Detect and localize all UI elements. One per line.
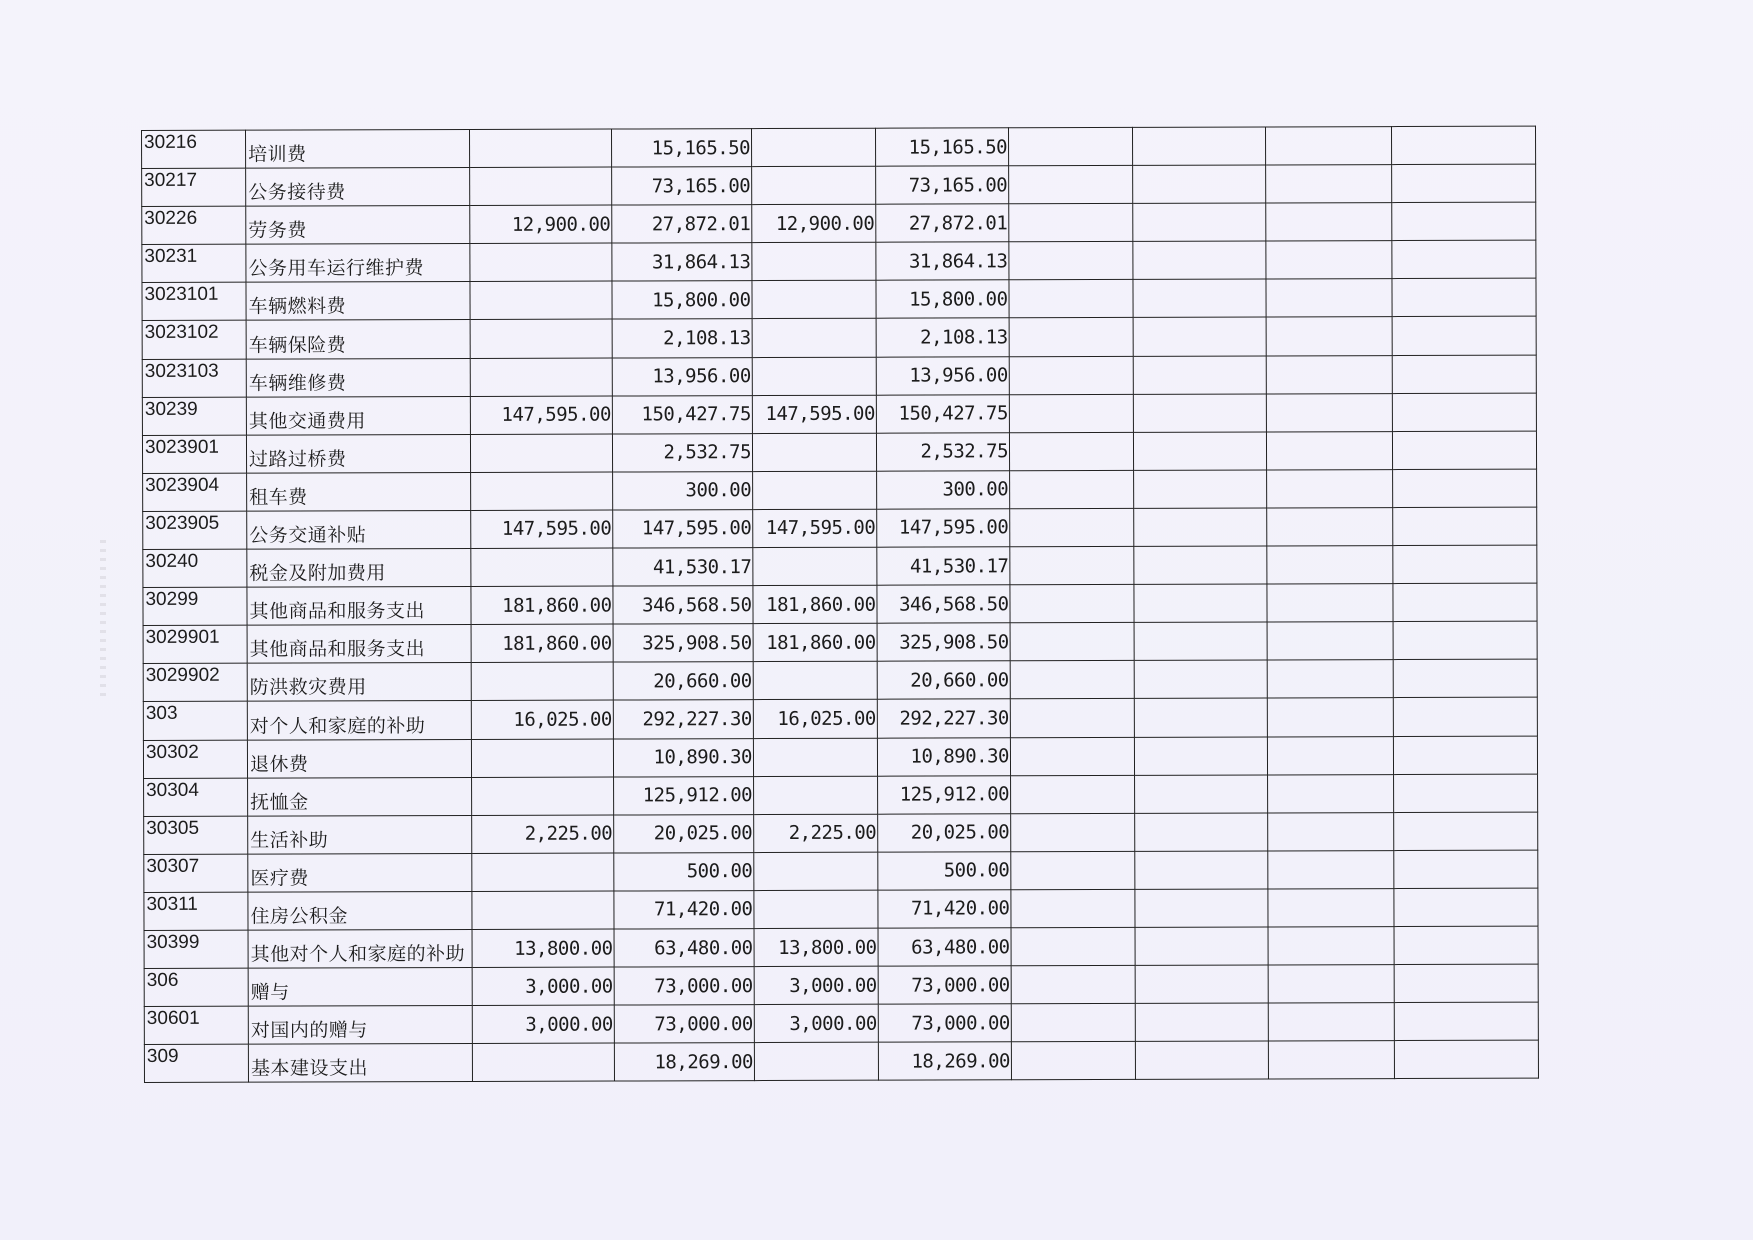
table-row bbox=[144, 888, 1538, 930]
amount-cell-1 bbox=[470, 434, 612, 473]
empty-cell-7 bbox=[1266, 165, 1392, 203]
account-code-cell: 303 bbox=[143, 702, 247, 740]
table-row bbox=[142, 355, 1536, 397]
empty-cell-7 bbox=[1268, 812, 1394, 850]
empty-cell-6 bbox=[1135, 1041, 1268, 1080]
account-name-cell: 培训费 bbox=[246, 129, 470, 168]
amount-cell-3 bbox=[752, 166, 876, 204]
empty-cell-5 bbox=[1010, 699, 1134, 737]
amount-cell-2: 20,025.00 bbox=[614, 814, 754, 853]
amount-cell-2: 15,800.00 bbox=[612, 281, 752, 320]
table-row bbox=[142, 431, 1536, 473]
amount-cell-3 bbox=[753, 738, 877, 776]
account-code-cell: 30305 bbox=[144, 816, 248, 854]
amount-cell-1 bbox=[472, 777, 614, 816]
empty-cell-8 bbox=[1392, 317, 1536, 356]
account-code-cell: 30216 bbox=[142, 130, 246, 168]
account-code-cell: 30304 bbox=[144, 778, 248, 816]
empty-cell-6 bbox=[1135, 775, 1268, 814]
empty-cell-5 bbox=[1009, 242, 1133, 280]
empty-cell-5 bbox=[1010, 585, 1134, 623]
account-code-cell: 30217 bbox=[142, 168, 246, 206]
empty-cell-8 bbox=[1394, 1002, 1538, 1041]
empty-cell-6 bbox=[1133, 203, 1266, 242]
empty-cell-8 bbox=[1392, 431, 1536, 470]
empty-cell-6 bbox=[1135, 965, 1268, 1004]
amount-cell-4: 2,532.75 bbox=[876, 433, 1009, 472]
amount-cell-1: 13,800.00 bbox=[472, 929, 614, 968]
amount-cell-2: 500.00 bbox=[614, 852, 754, 891]
amount-cell-3: 13,800.00 bbox=[754, 928, 878, 966]
account-code-cell: 3023103 bbox=[142, 359, 246, 397]
account-name-cell: 车辆保险费 bbox=[246, 320, 470, 359]
empty-cell-6 bbox=[1135, 927, 1268, 966]
amount-cell-4: 18,269.00 bbox=[878, 1042, 1011, 1081]
account-code-cell: 30302 bbox=[143, 740, 247, 778]
account-name-cell: 车辆维修费 bbox=[246, 358, 470, 397]
amount-cell-4: 20,660.00 bbox=[877, 661, 1010, 700]
table-row bbox=[143, 621, 1537, 663]
amount-cell-3 bbox=[752, 433, 876, 471]
empty-cell-5 bbox=[1010, 737, 1134, 775]
account-name-cell: 劳务费 bbox=[246, 206, 470, 245]
empty-cell-8 bbox=[1393, 507, 1537, 546]
empty-cell-7 bbox=[1267, 698, 1393, 736]
amount-cell-1 bbox=[471, 472, 613, 511]
table-row bbox=[143, 698, 1537, 740]
empty-cell-5 bbox=[1011, 813, 1135, 851]
account-name-cell: 其他商品和服务支出 bbox=[247, 625, 471, 664]
amount-cell-3 bbox=[752, 281, 876, 319]
account-code-cell: 3023901 bbox=[142, 435, 246, 473]
amount-cell-1 bbox=[471, 548, 613, 587]
amount-cell-2: 13,956.00 bbox=[612, 357, 752, 396]
account-code-cell: 30226 bbox=[142, 206, 246, 244]
account-code-cell: 3023905 bbox=[143, 511, 247, 549]
amount-cell-2: 20,660.00 bbox=[613, 662, 753, 701]
empty-cell-5 bbox=[1011, 1004, 1135, 1042]
amount-cell-3 bbox=[754, 890, 878, 928]
amount-cell-2: 325,908.50 bbox=[613, 624, 753, 663]
empty-cell-8 bbox=[1392, 202, 1536, 241]
empty-cell-5 bbox=[1011, 775, 1135, 813]
amount-cell-1: 3,000.00 bbox=[472, 1005, 614, 1044]
empty-cell-7 bbox=[1268, 888, 1394, 926]
amount-cell-1 bbox=[470, 319, 612, 358]
amount-cell-4: 63,480.00 bbox=[878, 928, 1011, 967]
table-row bbox=[144, 774, 1538, 816]
empty-cell-6 bbox=[1134, 736, 1267, 775]
amount-cell-2: 15,165.50 bbox=[611, 129, 751, 168]
empty-cell-6 bbox=[1134, 508, 1267, 547]
amount-cell-3: 2,225.00 bbox=[754, 814, 878, 852]
amount-cell-3 bbox=[754, 1042, 878, 1080]
account-code-cell: 3023102 bbox=[142, 321, 246, 359]
amount-cell-4: 31,864.13 bbox=[876, 242, 1009, 281]
amount-cell-4: 20,025.00 bbox=[878, 813, 1011, 852]
amount-cell-4: 41,530.17 bbox=[877, 547, 1010, 586]
amount-cell-3: 12,900.00 bbox=[752, 204, 876, 242]
amount-cell-4: 500.00 bbox=[878, 852, 1011, 891]
amount-cell-2: 2,108.13 bbox=[612, 319, 752, 358]
account-name-cell: 赠与 bbox=[248, 968, 472, 1007]
amount-cell-2: 71,420.00 bbox=[614, 890, 754, 929]
empty-cell-6 bbox=[1135, 889, 1268, 928]
empty-cell-6 bbox=[1135, 813, 1268, 852]
table-row bbox=[143, 507, 1537, 549]
table-row bbox=[144, 1040, 1538, 1082]
amount-cell-2: 346,568.50 bbox=[613, 586, 753, 625]
empty-cell-8 bbox=[1393, 698, 1537, 737]
amount-cell-2: 147,595.00 bbox=[613, 510, 753, 549]
account-code-cell: 30239 bbox=[142, 397, 246, 435]
amount-cell-3 bbox=[753, 662, 877, 700]
empty-cell-5 bbox=[1011, 851, 1135, 889]
table-row bbox=[142, 202, 1536, 244]
table-row bbox=[143, 736, 1537, 778]
amount-cell-4: 147,595.00 bbox=[877, 509, 1010, 548]
amount-cell-4: 125,912.00 bbox=[878, 775, 1011, 814]
empty-cell-6 bbox=[1134, 698, 1267, 737]
empty-cell-5 bbox=[1009, 432, 1133, 470]
empty-cell-8 bbox=[1393, 469, 1537, 508]
empty-cell-5 bbox=[1011, 1042, 1135, 1080]
amount-cell-1 bbox=[471, 662, 613, 701]
account-name-cell: 对个人和家庭的补助 bbox=[247, 701, 471, 740]
empty-cell-5 bbox=[1009, 318, 1133, 356]
empty-cell-7 bbox=[1268, 1003, 1394, 1041]
amount-cell-1: 12,900.00 bbox=[470, 205, 612, 244]
expenditure-table bbox=[141, 126, 1539, 1084]
account-code-cell: 306 bbox=[144, 968, 248, 1006]
account-code-cell: 3029902 bbox=[143, 663, 247, 701]
empty-cell-8 bbox=[1394, 888, 1538, 927]
empty-cell-7 bbox=[1267, 469, 1393, 507]
account-name-cell: 住房公积金 bbox=[248, 891, 472, 930]
amount-cell-2: 63,480.00 bbox=[614, 929, 754, 968]
account-name-cell: 公务接待费 bbox=[246, 168, 470, 207]
empty-cell-7 bbox=[1267, 508, 1393, 546]
table-row bbox=[144, 1002, 1538, 1044]
empty-cell-7 bbox=[1268, 1041, 1394, 1079]
empty-cell-6 bbox=[1134, 470, 1267, 509]
table-row bbox=[144, 964, 1538, 1006]
account-code-cell: 309 bbox=[144, 1044, 248, 1082]
amount-cell-1: 2,225.00 bbox=[472, 815, 614, 854]
amount-cell-3: 181,860.00 bbox=[753, 623, 877, 661]
table-row bbox=[142, 278, 1536, 320]
table-row bbox=[144, 812, 1538, 854]
account-name-cell: 其他对个人和家庭的补助 bbox=[248, 929, 472, 968]
amount-cell-2: 41,530.17 bbox=[613, 548, 753, 587]
empty-cell-8 bbox=[1393, 621, 1537, 660]
empty-cell-6 bbox=[1135, 1003, 1268, 1042]
amount-cell-4: 346,568.50 bbox=[877, 585, 1010, 624]
table-row bbox=[143, 545, 1537, 587]
amount-cell-4: 325,908.50 bbox=[877, 623, 1010, 662]
amount-cell-2: 300.00 bbox=[613, 471, 753, 510]
amount-cell-2: 150,427.75 bbox=[612, 395, 752, 434]
amount-cell-2: 18,269.00 bbox=[614, 1043, 754, 1082]
amount-cell-3 bbox=[753, 547, 877, 585]
account-code-cell: 30307 bbox=[144, 854, 248, 892]
amount-cell-3 bbox=[752, 357, 876, 395]
table-row bbox=[143, 469, 1537, 511]
table-row bbox=[142, 164, 1536, 206]
amount-cell-1 bbox=[472, 853, 614, 892]
empty-cell-6 bbox=[1132, 127, 1265, 166]
account-name-cell: 医疗费 bbox=[248, 853, 472, 892]
empty-cell-6 bbox=[1134, 584, 1267, 623]
empty-cell-7 bbox=[1266, 279, 1392, 317]
empty-cell-8 bbox=[1392, 355, 1536, 394]
empty-cell-5 bbox=[1009, 280, 1133, 318]
amount-cell-3: 3,000.00 bbox=[754, 1004, 878, 1042]
account-code-cell: 30240 bbox=[143, 549, 247, 587]
empty-cell-7 bbox=[1266, 393, 1392, 431]
empty-cell-7 bbox=[1267, 736, 1393, 774]
empty-cell-6 bbox=[1135, 851, 1268, 890]
empty-cell-8 bbox=[1391, 126, 1535, 165]
empty-cell-6 bbox=[1133, 356, 1266, 395]
amount-cell-1: 147,595.00 bbox=[471, 510, 613, 549]
empty-cell-7 bbox=[1268, 965, 1394, 1003]
empty-cell-7 bbox=[1267, 622, 1393, 660]
account-code-cell: 30231 bbox=[142, 244, 246, 282]
empty-cell-8 bbox=[1393, 583, 1537, 622]
amount-cell-4: 10,890.30 bbox=[877, 737, 1010, 776]
empty-cell-6 bbox=[1133, 241, 1266, 280]
amount-cell-3 bbox=[754, 776, 878, 814]
amount-cell-3 bbox=[752, 242, 876, 280]
empty-cell-7 bbox=[1266, 203, 1392, 241]
scan-artifact bbox=[100, 540, 106, 700]
amount-cell-1 bbox=[470, 358, 612, 397]
empty-cell-5 bbox=[1011, 889, 1135, 927]
empty-cell-8 bbox=[1393, 659, 1537, 698]
empty-cell-5 bbox=[1008, 127, 1132, 165]
empty-cell-6 bbox=[1134, 660, 1267, 699]
amount-cell-1: 3,000.00 bbox=[472, 967, 614, 1006]
amount-cell-3: 3,000.00 bbox=[754, 966, 878, 1004]
table-row bbox=[144, 926, 1538, 968]
amount-cell-1: 181,860.00 bbox=[471, 624, 613, 663]
empty-cell-5 bbox=[1009, 204, 1133, 242]
amount-cell-3 bbox=[753, 471, 877, 509]
empty-cell-7 bbox=[1268, 774, 1394, 812]
amount-cell-1 bbox=[470, 167, 612, 206]
amount-cell-4: 73,000.00 bbox=[878, 966, 1011, 1005]
account-name-cell: 其他交通费用 bbox=[246, 396, 470, 435]
empty-cell-8 bbox=[1393, 545, 1537, 584]
empty-cell-6 bbox=[1134, 622, 1267, 661]
amount-cell-4: 27,872.01 bbox=[876, 204, 1009, 243]
account-name-cell: 车辆燃料费 bbox=[246, 282, 470, 321]
amount-cell-4: 15,165.50 bbox=[875, 128, 1008, 167]
empty-cell-5 bbox=[1010, 623, 1134, 661]
amount-cell-2: 73,165.00 bbox=[612, 167, 752, 206]
empty-cell-7 bbox=[1267, 660, 1393, 698]
empty-cell-5 bbox=[1009, 356, 1133, 394]
empty-cell-7 bbox=[1266, 241, 1392, 279]
empty-cell-7 bbox=[1265, 127, 1391, 165]
account-name-cell: 抚恤金 bbox=[248, 777, 472, 816]
amount-cell-2: 73,000.00 bbox=[614, 1005, 754, 1044]
amount-cell-4: 73,165.00 bbox=[876, 166, 1009, 205]
empty-cell-7 bbox=[1268, 850, 1394, 888]
table-row bbox=[142, 317, 1536, 359]
empty-cell-7 bbox=[1266, 431, 1392, 469]
amount-cell-1 bbox=[469, 129, 611, 168]
account-name-cell: 过路过桥费 bbox=[246, 434, 470, 473]
empty-cell-6 bbox=[1134, 546, 1267, 585]
amount-cell-4: 292,227.30 bbox=[877, 699, 1010, 738]
empty-cell-5 bbox=[1009, 165, 1133, 203]
empty-cell-8 bbox=[1394, 1040, 1538, 1079]
amount-cell-2: 10,890.30 bbox=[613, 738, 753, 777]
account-name-cell: 退休费 bbox=[247, 739, 471, 778]
empty-cell-8 bbox=[1392, 278, 1536, 317]
amount-cell-3 bbox=[751, 128, 875, 166]
account-name-cell: 租车费 bbox=[247, 472, 471, 511]
empty-cell-8 bbox=[1392, 164, 1536, 203]
empty-cell-8 bbox=[1394, 964, 1538, 1003]
account-name-cell: 税金及附加费用 bbox=[247, 548, 471, 587]
table-row bbox=[142, 240, 1536, 282]
amount-cell-1 bbox=[470, 243, 612, 282]
amount-cell-1 bbox=[472, 1043, 614, 1082]
empty-cell-8 bbox=[1393, 736, 1537, 775]
empty-cell-6 bbox=[1133, 394, 1266, 433]
account-code-cell: 3023101 bbox=[142, 283, 246, 321]
table-row bbox=[142, 126, 1536, 168]
empty-cell-7 bbox=[1266, 317, 1392, 355]
empty-cell-5 bbox=[1010, 661, 1134, 699]
amount-cell-1 bbox=[471, 739, 613, 778]
amount-cell-4: 300.00 bbox=[877, 471, 1010, 510]
empty-cell-7 bbox=[1268, 927, 1394, 965]
amount-cell-4: 71,420.00 bbox=[878, 890, 1011, 929]
amount-cell-1 bbox=[472, 891, 614, 930]
amount-cell-4: 73,000.00 bbox=[878, 1004, 1011, 1043]
empty-cell-5 bbox=[1010, 508, 1134, 546]
amount-cell-3 bbox=[752, 319, 876, 357]
account-code-cell: 3023904 bbox=[143, 473, 247, 511]
account-name-cell: 公务交通补贴 bbox=[247, 510, 471, 549]
account-name-cell: 生活补助 bbox=[248, 815, 472, 854]
empty-cell-5 bbox=[1011, 965, 1135, 1003]
empty-cell-6 bbox=[1133, 279, 1266, 318]
amount-cell-1: 181,860.00 bbox=[471, 586, 613, 625]
account-code-cell: 30601 bbox=[144, 1006, 248, 1044]
empty-cell-8 bbox=[1392, 240, 1536, 279]
empty-cell-6 bbox=[1133, 317, 1266, 356]
empty-cell-5 bbox=[1010, 546, 1134, 584]
empty-cell-6 bbox=[1133, 165, 1266, 204]
empty-cell-7 bbox=[1266, 355, 1392, 393]
empty-cell-5 bbox=[1010, 470, 1134, 508]
table-row bbox=[142, 393, 1536, 435]
amount-cell-1 bbox=[470, 281, 612, 320]
amount-cell-3: 181,860.00 bbox=[753, 585, 877, 623]
table-row bbox=[143, 583, 1537, 625]
amount-cell-4: 2,108.13 bbox=[876, 318, 1009, 357]
account-name-cell: 对国内的赠与 bbox=[248, 1006, 472, 1045]
amount-cell-3: 147,595.00 bbox=[753, 509, 877, 547]
account-name-cell: 防洪救灾费用 bbox=[247, 663, 471, 702]
account-name-cell: 公务用车运行维护费 bbox=[246, 244, 470, 283]
amount-cell-2: 73,000.00 bbox=[614, 967, 754, 1006]
amount-cell-4: 15,800.00 bbox=[876, 280, 1009, 319]
empty-cell-5 bbox=[1011, 927, 1135, 965]
amount-cell-1: 147,595.00 bbox=[470, 396, 612, 435]
amount-cell-3 bbox=[754, 852, 878, 890]
empty-cell-8 bbox=[1394, 774, 1538, 813]
empty-cell-5 bbox=[1009, 394, 1133, 432]
account-name-cell: 其他商品和服务支出 bbox=[247, 587, 471, 626]
amount-cell-1: 16,025.00 bbox=[471, 700, 613, 739]
account-code-cell: 30299 bbox=[143, 587, 247, 625]
table-row bbox=[144, 850, 1538, 892]
amount-cell-4: 13,956.00 bbox=[876, 356, 1009, 395]
empty-cell-8 bbox=[1394, 812, 1538, 851]
empty-cell-7 bbox=[1267, 584, 1393, 622]
amount-cell-3: 147,595.00 bbox=[752, 395, 876, 433]
account-code-cell: 3029901 bbox=[143, 625, 247, 663]
amount-cell-2: 31,864.13 bbox=[612, 243, 752, 282]
account-name-cell: 基本建设支出 bbox=[248, 1044, 472, 1083]
account-code-cell: 30311 bbox=[144, 892, 248, 930]
empty-cell-6 bbox=[1133, 432, 1266, 471]
table-row bbox=[143, 659, 1537, 701]
empty-cell-8 bbox=[1394, 850, 1538, 889]
table-body bbox=[142, 126, 1539, 1083]
amount-cell-3: 16,025.00 bbox=[753, 700, 877, 738]
amount-cell-2: 2,532.75 bbox=[612, 433, 752, 472]
amount-cell-4: 150,427.75 bbox=[876, 394, 1009, 433]
account-code-cell: 30399 bbox=[144, 930, 248, 968]
empty-cell-8 bbox=[1394, 926, 1538, 965]
amount-cell-2: 292,227.30 bbox=[613, 700, 753, 739]
amount-cell-2: 27,872.01 bbox=[612, 205, 752, 244]
empty-cell-7 bbox=[1267, 546, 1393, 584]
amount-cell-2: 125,912.00 bbox=[614, 776, 754, 815]
empty-cell-8 bbox=[1392, 393, 1536, 432]
